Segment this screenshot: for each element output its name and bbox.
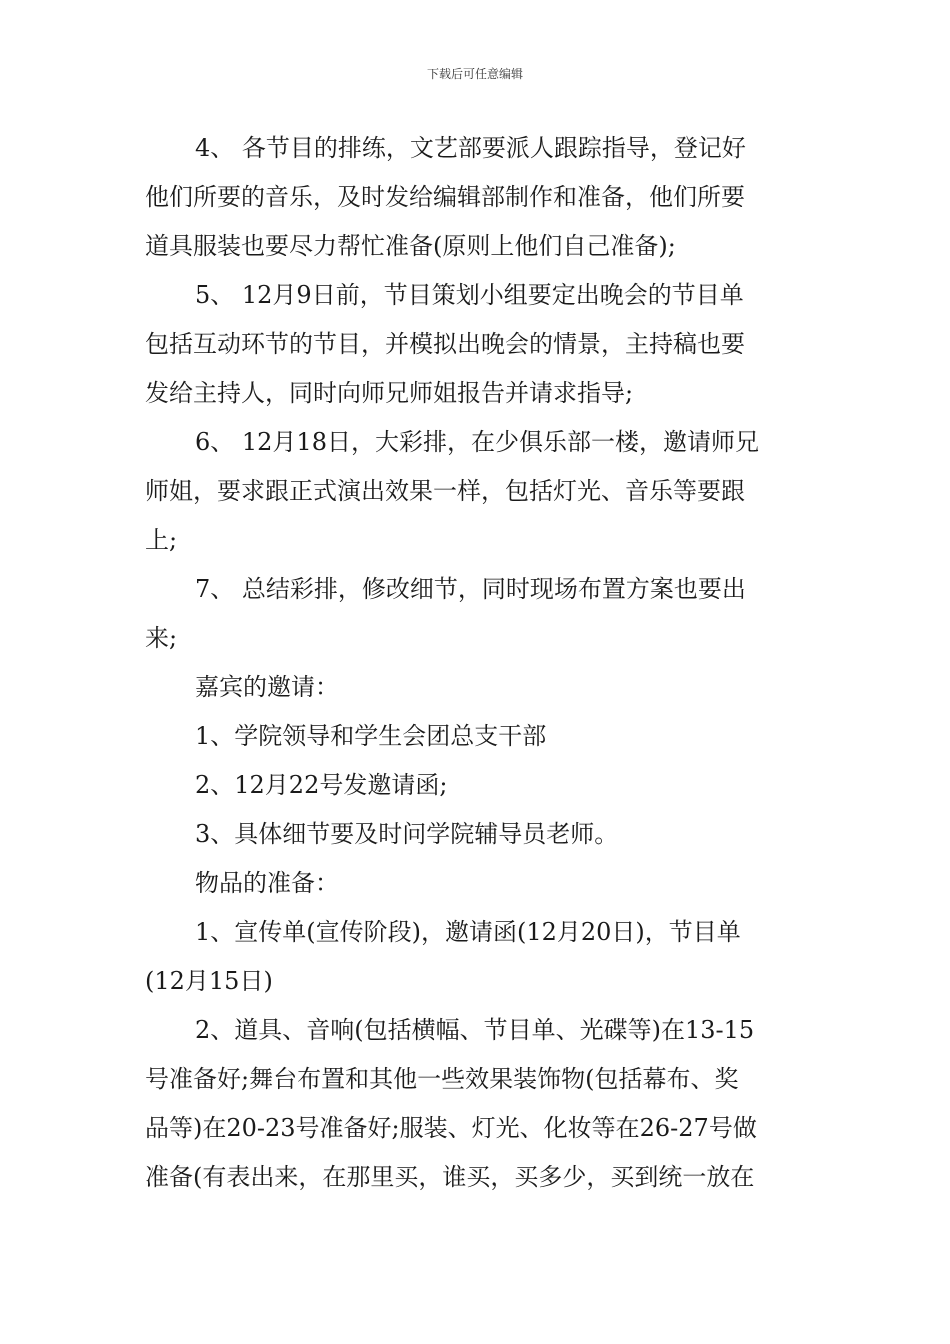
document-body	[145, 124, 825, 1202]
text-line: 包括互动环节的节目，并模拟出晚会的情景，主持稿也要	[145, 330, 745, 358]
text-line: 5、 12月9日前，节目策划小组要定出晚会的节目单	[195, 281, 744, 309]
text-line: 师姐，要求跟正式演出效果一样，包括灯光、音乐等要跟	[145, 477, 745, 505]
text-line: 4、 各节目的排练，文艺部要派人跟踪指导，登记好	[195, 134, 746, 162]
list-item: 2、道具、音响(包括横幅、节目单、光碟等)在13-15	[195, 1016, 755, 1044]
text-line: 发给主持人，同时向师兄师姐报告并请求指导;	[145, 379, 634, 407]
text-line: 道具服装也要尽力帮忙准备(原则上他们自己准备);	[145, 232, 676, 260]
text-line: (12月15日)	[145, 967, 273, 995]
text-line: 号准备好;舞台布置和其他一些效果装饰物(包括幕布、奖	[145, 1065, 739, 1093]
text-line: 品等)在20-23号准备好;服装、灯光、化妆等在26-27号做	[145, 1114, 757, 1142]
text-line: 他们所要的音乐，及时发给编辑部制作和准备，他们所要	[145, 183, 745, 211]
section-heading: 嘉宾的邀请：	[195, 673, 339, 701]
text-line: 6、 12月18日，大彩排，在少俱乐部一楼，邀请师兄	[195, 428, 759, 456]
list-item: 1、学院领导和学生会团总支干部	[195, 722, 547, 750]
text-line: 准备(有表出来，在那里买，谁买，买多少，买到统一放在	[145, 1163, 755, 1191]
text-line: 来;	[145, 624, 178, 652]
list-item: 2、12月22号发邀请函;	[195, 771, 448, 799]
page-header-note: 下载后可任意编辑	[426, 67, 523, 81]
text-line: 上;	[145, 526, 178, 554]
list-item: 1、宣传单(宣传阶段)，邀请函(12月20日)，节目单	[195, 918, 741, 946]
list-item: 3、具体细节要及时问学院辅导员老师。	[195, 820, 619, 848]
text-line: 7、 总结彩排，修改细节，同时现场布置方案也要出	[195, 575, 746, 603]
section-heading: 物品的准备：	[195, 869, 339, 897]
